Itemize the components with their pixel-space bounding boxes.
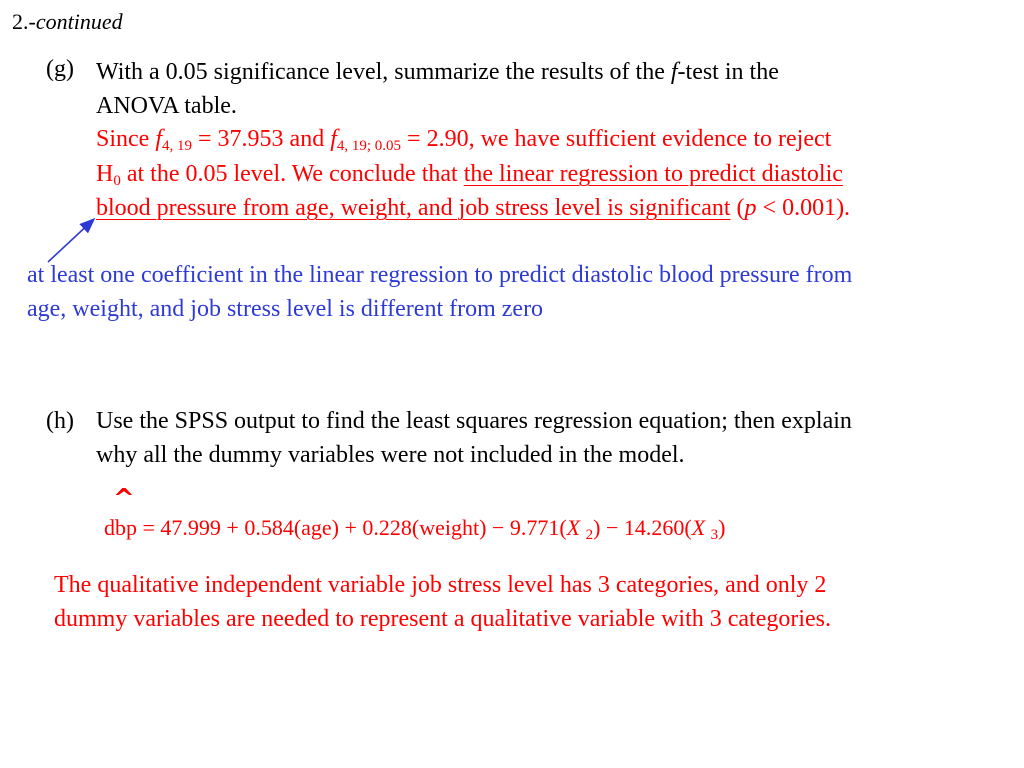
part-g-answer-line3: blood pressure from age, weight, and job stress level is significant (p < 0.001). [96,195,851,221]
regression-equation: dbp = 47.999 + 0.584(age) + 0.228(weight) − 9.771(X $_2$) − 14.260(X $_3$) [104,515,726,543]
conclusion-underlined-part2: blood pressure from age, weight, and job stress level is significant [96,195,731,221]
part-g-question-line1: With a 0.05 significance level, summarize the results of the f-test in the [96,59,779,85]
note-line1: at least one coefficient in the linear regression to predict diastolic blood pressure from [27,262,853,288]
explanation-line2: dummy variables are needed to represent a qualitative variable with 3 categories. [54,606,832,632]
part-h-question-line1: Use the SPSS output to find the least squares regression equation; then explain [96,408,852,434]
part-g-question-line2: ANOVA table. [96,93,237,119]
part-h-label: (h) [46,408,74,434]
conclusion-underlined-part1: the linear regression to predict diastolic [463,161,843,187]
hat-symbol: ^ [113,484,135,514]
header-continued: continued [35,9,123,34]
part-g-answer-line2: $H_0$ at the 0.05 level. We conclude that the linear regression to predict diastolic [96,161,843,189]
part-h-question-line2: why all the dummy variables were not included in the model. [96,442,685,468]
header-number: 2.- [12,9,36,34]
explanation-line1: The qualitative independent variable job stress level has 3 categories, and only 2 [54,572,827,598]
part-g-label: (g) [46,56,74,82]
part-g-answer-line1: Since $f_{4, 19} = 37.953$ and $f_{4, 19; 0.05} = 2.90$, we have sufficient evidence to reject [96,126,832,154]
note-line2: age, weight, and job stress level is different from zero [27,296,544,322]
